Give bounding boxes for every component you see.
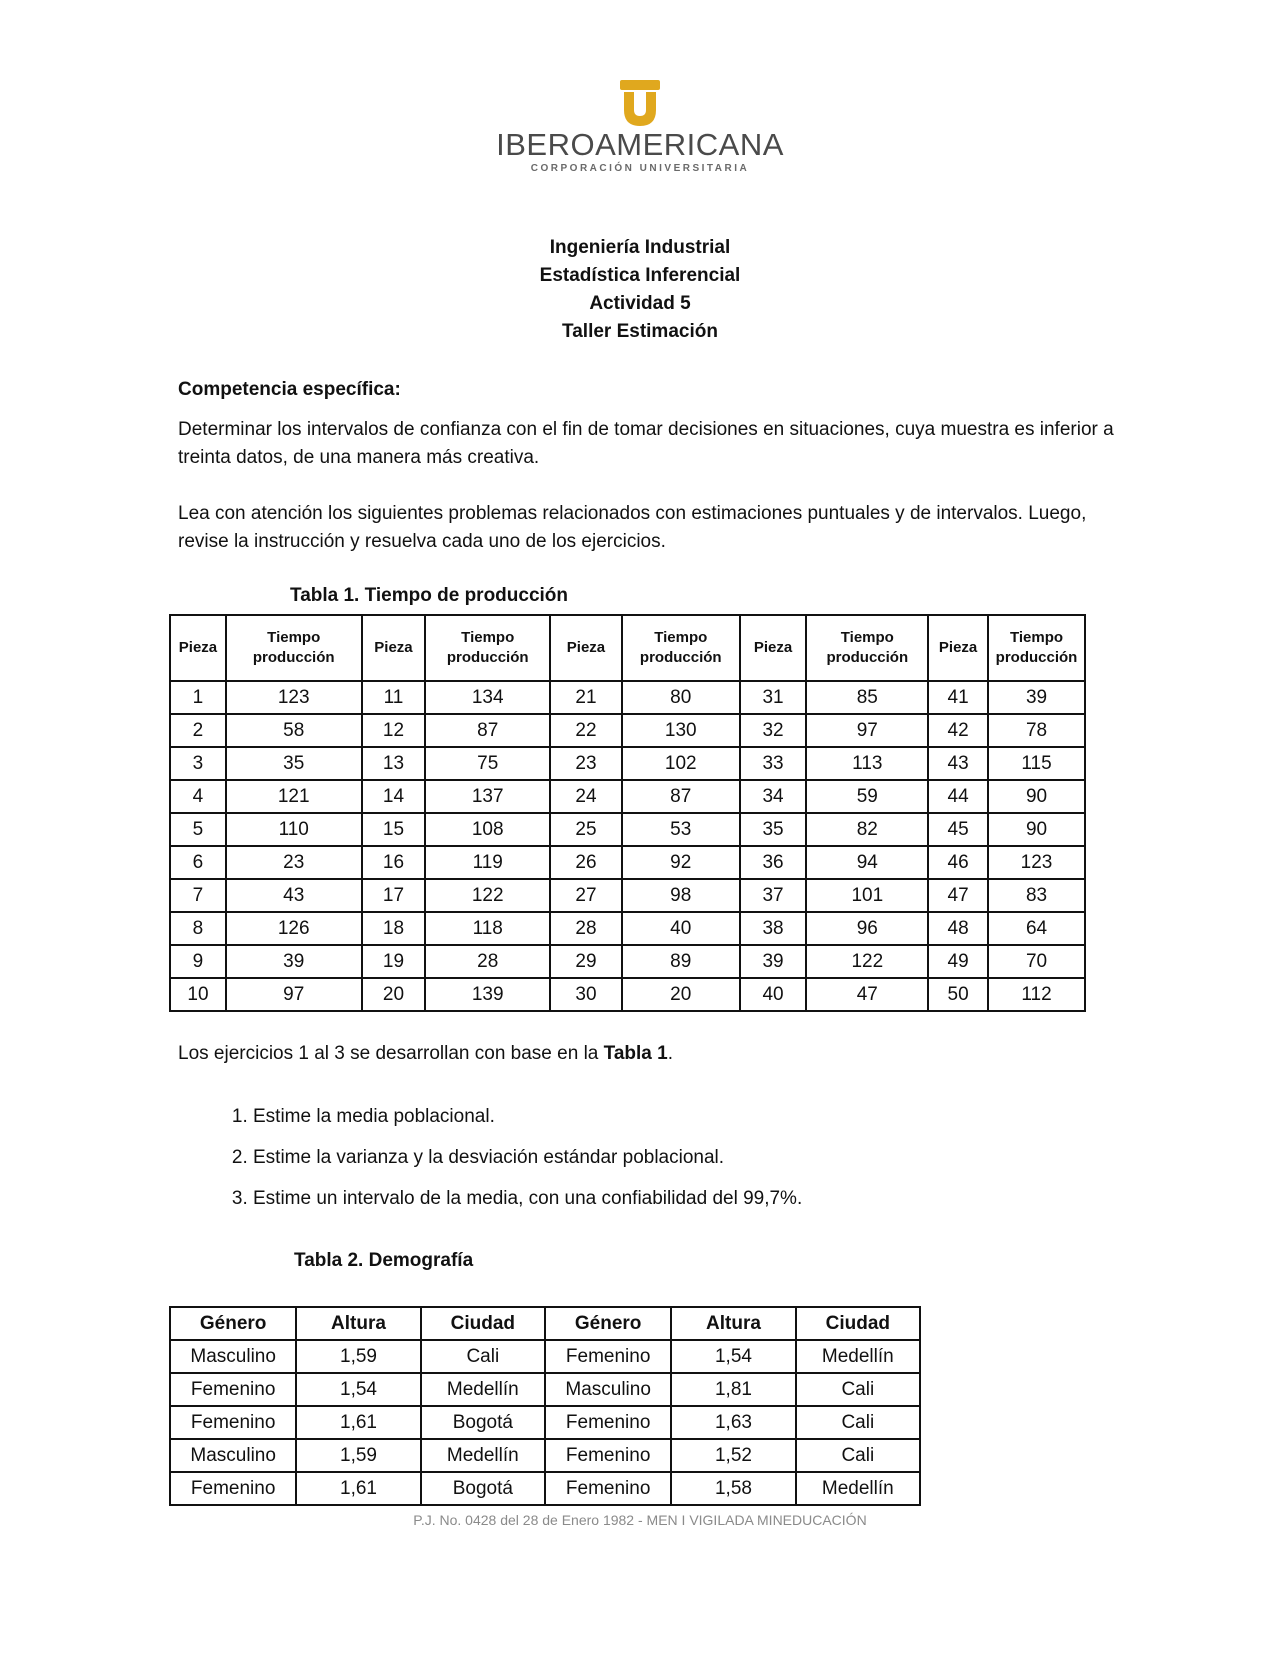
column-header: Ciudad — [796, 1307, 920, 1340]
table-cell: 130 — [622, 714, 740, 747]
table-cell: 134 — [425, 681, 550, 714]
table-cell: 87 — [622, 780, 740, 813]
table-cell: 6 — [170, 846, 226, 879]
table-cell: 122 — [806, 945, 928, 978]
table-cell: 47 — [928, 879, 988, 912]
table-cell: Medellín — [421, 1373, 545, 1406]
table-row — [170, 912, 1085, 945]
table-cell: 75 — [425, 747, 550, 780]
table-cell: 23 — [550, 747, 622, 780]
table-cell: 92 — [622, 846, 740, 879]
table-cell: 80 — [622, 681, 740, 714]
table-cell: 1,58 — [671, 1472, 795, 1505]
table-cell: 1,59 — [296, 1439, 420, 1472]
table-cell: 36 — [740, 846, 807, 879]
table-cell: 40 — [740, 978, 807, 1011]
table-cell: Femenino — [170, 1373, 296, 1406]
column-header: Ciudad — [421, 1307, 545, 1340]
table-cell: 18 — [362, 912, 426, 945]
table-cell: 115 — [988, 747, 1085, 780]
table-cell: 1,52 — [671, 1439, 795, 1472]
logo — [0, 80, 1280, 176]
table-cell: 5 — [170, 813, 226, 846]
table-cell: 89 — [622, 945, 740, 978]
table-cell: 50 — [928, 978, 988, 1011]
table-row — [170, 780, 1085, 813]
column-header: Pieza — [362, 615, 426, 681]
column-header: Tiempo producción — [988, 615, 1085, 681]
table-cell: 137 — [425, 780, 550, 813]
table-cell: 102 — [622, 747, 740, 780]
table1-title: Tabla 1. Tiempo de producción — [290, 585, 569, 606]
demography-table — [169, 1306, 921, 1506]
table-cell: 33 — [740, 747, 807, 780]
program-title: Ingeniería Industrial — [549, 237, 731, 258]
activity-title: Actividad 5 — [589, 293, 691, 314]
table-cell: 118 — [425, 912, 550, 945]
table-cell: Bogotá — [421, 1406, 545, 1439]
table-cell: 11 — [362, 681, 426, 714]
table-cell: 47 — [806, 978, 928, 1011]
table-cell: 32 — [740, 714, 807, 747]
table-cell: 22 — [550, 714, 622, 747]
table-cell: 90 — [988, 780, 1085, 813]
table-cell: 39 — [226, 945, 362, 978]
table-cell: 38 — [740, 912, 807, 945]
table-cell: 64 — [988, 912, 1085, 945]
exercise-list — [210, 1096, 802, 1219]
table-cell: 34 — [740, 780, 807, 813]
table-cell: 13 — [362, 747, 426, 780]
table-cell: 20 — [622, 978, 740, 1011]
table-row — [170, 813, 1085, 846]
table-cell: Medellín — [796, 1340, 920, 1373]
table-cell: 16 — [362, 846, 426, 879]
table-cell: 58 — [226, 714, 362, 747]
exercises-intro: Los ejercicios 1 al 3 se desarrollan con base en la Tabla 1. — [178, 1043, 673, 1064]
university-emblem-icon — [618, 80, 662, 126]
workshop-title: Taller Estimación — [562, 321, 718, 342]
column-header: Pieza — [170, 615, 226, 681]
table-cell: 35 — [740, 813, 807, 846]
table-row — [170, 1406, 920, 1439]
table-row — [170, 1439, 920, 1472]
logo-subtitle: CORPORACIÓN UNIVERSITARIA — [530, 163, 750, 174]
table-cell: 1,63 — [671, 1406, 795, 1439]
table-cell: 39 — [988, 681, 1085, 714]
table-cell: 53 — [622, 813, 740, 846]
table-cell: 49 — [928, 945, 988, 978]
table-cell: 1,61 — [296, 1472, 420, 1505]
table-row — [170, 714, 1085, 747]
table-cell: 10 — [170, 978, 226, 1011]
table-cell: 97 — [806, 714, 928, 747]
table-cell: 25 — [550, 813, 622, 846]
table-cell: 1,81 — [671, 1373, 795, 1406]
table-cell: 21 — [550, 681, 622, 714]
logo-name: IBEROAMERICANA — [496, 127, 784, 162]
table-cell: 108 — [425, 813, 550, 846]
table-row — [170, 846, 1085, 879]
table-cell: 78 — [988, 714, 1085, 747]
table-cell: 3 — [170, 747, 226, 780]
table-cell: 59 — [806, 780, 928, 813]
table-cell: Medellín — [421, 1439, 545, 1472]
table-cell: 97 — [226, 978, 362, 1011]
column-header: Tiempo producción — [425, 615, 550, 681]
table-cell: 83 — [988, 879, 1085, 912]
column-header: Pieza — [928, 615, 988, 681]
table-cell: 37 — [740, 879, 807, 912]
table-cell: 139 — [425, 978, 550, 1011]
table-cell: 98 — [622, 879, 740, 912]
table-cell: 2 — [170, 714, 226, 747]
table-cell: 96 — [806, 912, 928, 945]
column-header: Tiempo producción — [226, 615, 362, 681]
column-header: Altura — [296, 1307, 420, 1340]
table-cell: 85 — [806, 681, 928, 714]
table-cell: 31 — [740, 681, 807, 714]
table-row — [170, 1472, 920, 1505]
table-cell: 17 — [362, 879, 426, 912]
table-cell: Femenino — [545, 1406, 671, 1439]
column-header: Altura — [671, 1307, 795, 1340]
table-cell: 14 — [362, 780, 426, 813]
table-cell: 20 — [362, 978, 426, 1011]
table-row — [170, 945, 1085, 978]
table-cell: 43 — [928, 747, 988, 780]
table-cell: 121 — [226, 780, 362, 813]
table-cell: Femenino — [545, 1439, 671, 1472]
table-cell: 45 — [928, 813, 988, 846]
table-cell: 48 — [928, 912, 988, 945]
table-cell: Medellín — [796, 1472, 920, 1505]
table-cell: 1,54 — [671, 1340, 795, 1373]
table-cell: 24 — [550, 780, 622, 813]
table-cell: 28 — [425, 945, 550, 978]
table-cell: Cali — [796, 1406, 920, 1439]
table-cell: 1,59 — [296, 1340, 420, 1373]
table-cell: 87 — [425, 714, 550, 747]
course-title: Estadística Inferencial — [539, 265, 741, 286]
table-cell: 30 — [550, 978, 622, 1011]
table-cell: 113 — [806, 747, 928, 780]
column-header: Género — [170, 1307, 296, 1340]
table-row — [170, 978, 1085, 1011]
competencia-title: Competencia específica: — [178, 379, 401, 400]
table-row — [170, 879, 1085, 912]
table-cell: Cali — [421, 1340, 545, 1373]
table-cell: 28 — [550, 912, 622, 945]
table-cell: 101 — [806, 879, 928, 912]
column-header: Pieza — [740, 615, 807, 681]
table-cell: 9 — [170, 945, 226, 978]
table-cell: 1 — [170, 681, 226, 714]
table-row — [170, 1340, 920, 1373]
table-cell: Masculino — [170, 1439, 296, 1472]
table-cell: 12 — [362, 714, 426, 747]
column-header: Pieza — [550, 615, 622, 681]
column-header: Tiempo producción — [806, 615, 928, 681]
exercise-item: 1. Estime la media poblacional. — [253, 1096, 802, 1137]
table-cell: 4 — [170, 780, 226, 813]
table-cell: Femenino — [545, 1472, 671, 1505]
table2-title: Tabla 2. Demografía — [294, 1250, 474, 1271]
table-cell: 43 — [226, 879, 362, 912]
table-cell: Femenino — [545, 1340, 671, 1373]
table-row — [170, 681, 1085, 714]
table-cell: 35 — [226, 747, 362, 780]
competencia-text: Determinar los intervalos de confianza con el fin de tomar decisiones en situaciones, cuya muestra es inferior a treinta datos, de una manera más creativa. — [178, 419, 1114, 468]
table-cell: 119 — [425, 846, 550, 879]
table-cell: 26 — [550, 846, 622, 879]
column-header: Tiempo producción — [622, 615, 740, 681]
table-cell: 123 — [226, 681, 362, 714]
table-cell: 23 — [226, 846, 362, 879]
table-cell: 126 — [226, 912, 362, 945]
table-cell: 8 — [170, 912, 226, 945]
table-row — [170, 1373, 920, 1406]
table-cell: 7 — [170, 879, 226, 912]
table-cell: 112 — [988, 978, 1085, 1011]
table-cell: 40 — [622, 912, 740, 945]
table-cell: Cali — [796, 1373, 920, 1406]
table-cell: Bogotá — [421, 1472, 545, 1505]
table-cell: 90 — [988, 813, 1085, 846]
table-cell: 1,54 — [296, 1373, 420, 1406]
table-cell: 29 — [550, 945, 622, 978]
table-cell: 15 — [362, 813, 426, 846]
exercise-item: 3. Estime un intervalo de la media, con una confiabilidad del 99,7%. — [253, 1178, 802, 1219]
table-cell: Femenino — [170, 1472, 296, 1505]
table-cell: 19 — [362, 945, 426, 978]
table-cell: 123 — [988, 846, 1085, 879]
production-time-table — [169, 614, 1086, 1012]
table-cell: 39 — [740, 945, 807, 978]
table-cell: 110 — [226, 813, 362, 846]
table-cell: Masculino — [545, 1373, 671, 1406]
table-cell: 44 — [928, 780, 988, 813]
table-cell: 1,61 — [296, 1406, 420, 1439]
table-cell: 46 — [928, 846, 988, 879]
table-cell: Masculino — [170, 1340, 296, 1373]
table-cell: 122 — [425, 879, 550, 912]
document-header — [0, 234, 1280, 346]
table-cell: 82 — [806, 813, 928, 846]
table-cell: 41 — [928, 681, 988, 714]
table-cell: Cali — [796, 1439, 920, 1472]
column-header: Género — [545, 1307, 671, 1340]
footer-legal: P.J. No. 0428 del 28 de Enero 1982 - MEN I VIGILADA MINEDUCACIÓN — [413, 1512, 867, 1528]
exercise-item: 2. Estime la varianza y la desviación estándar poblacional. — [253, 1137, 802, 1178]
table-cell: Femenino — [170, 1406, 296, 1439]
table-cell: 94 — [806, 846, 928, 879]
table-row — [170, 747, 1085, 780]
table-cell: 70 — [988, 945, 1085, 978]
intro-text: Lea con atención los siguientes problemas relacionados con estimaciones puntuales y de intervalos. Luego, revise la instrucción y resuelva cada uno de los ejercicios. — [178, 503, 1087, 552]
table-cell: 27 — [550, 879, 622, 912]
table-cell: 42 — [928, 714, 988, 747]
table1-reference: Tabla 1 — [603, 1043, 668, 1064]
